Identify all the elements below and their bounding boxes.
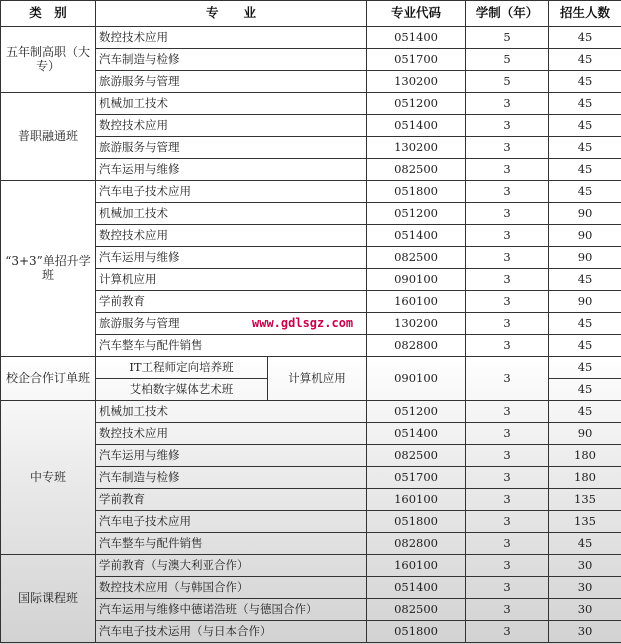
category-cell: 国际课程班: [1, 555, 96, 643]
enrollment-cell: 45: [549, 49, 621, 71]
enrollment-cell: 135: [549, 489, 621, 511]
code-cell: 051800: [367, 511, 466, 533]
code-cell: 090100: [367, 357, 466, 401]
major-cell: 学前教育: [96, 291, 367, 313]
enrollment-cell: 45: [549, 357, 621, 379]
code-cell: 051400: [367, 423, 466, 445]
major-cell: 机械加工技术: [96, 401, 367, 423]
major-cell: 数控技术应用（与韩国合作）: [96, 577, 367, 599]
category-cell: “3+3”单招升学班: [1, 181, 96, 357]
code-cell: 160100: [367, 489, 466, 511]
enrollment-cell: 45: [549, 137, 621, 159]
table-row: [1, 555, 621, 577]
code-cell: 051800: [367, 181, 466, 203]
duration-cell: 3: [466, 357, 549, 401]
header-duration: 学制（年）: [466, 1, 549, 27]
enrollment-cell: 45: [549, 379, 621, 401]
major-cell: 汽车整车与配件销售: [96, 533, 367, 555]
major-cell: 机械加工技术: [96, 203, 367, 225]
major-cell: 汽车电子技术运用（与日本合作）: [96, 621, 367, 643]
category-cell: 校企合作订单班: [1, 357, 96, 401]
duration-cell: 3: [466, 203, 549, 225]
major-cell: 学前教育: [96, 489, 367, 511]
duration-cell: 3: [466, 247, 549, 269]
code-cell: 130200: [367, 71, 466, 93]
category-cell: 五年制高职（大专）: [1, 27, 96, 93]
header-major: 专 业: [96, 1, 367, 27]
major-cell: 数控技术应用: [96, 115, 367, 137]
major-cell: 汽车电子技术应用: [96, 181, 367, 203]
table-row: [1, 27, 621, 49]
code-cell: 051200: [367, 93, 466, 115]
code-cell: 160100: [367, 291, 466, 313]
enrollment-cell: 90: [549, 225, 621, 247]
code-cell: 090100: [367, 269, 466, 291]
duration-cell: 3: [466, 467, 549, 489]
duration-cell: 3: [466, 423, 549, 445]
duration-cell: 5: [466, 27, 549, 49]
major-cell: 旅游服务与管理: [96, 71, 367, 93]
enrollment-cell: 90: [549, 247, 621, 269]
duration-cell: 5: [466, 49, 549, 71]
duration-cell: 3: [466, 401, 549, 423]
duration-cell: 3: [466, 555, 549, 577]
major-cell: 计算机应用: [268, 357, 367, 401]
duration-cell: 3: [466, 269, 549, 291]
header-code: 专业代码: [367, 1, 466, 27]
code-cell: 051400: [367, 225, 466, 247]
major-cell: 机械加工技术: [96, 93, 367, 115]
table-row: [1, 181, 621, 203]
enrollment-cell: 45: [549, 115, 621, 137]
duration-cell: 3: [466, 313, 549, 335]
major-cell: 汽车运用与维修中德诺浩班（与德国合作）: [96, 599, 367, 621]
header-enrollment: 招生人数: [549, 1, 621, 27]
code-cell: 051200: [367, 203, 466, 225]
duration-cell: 5: [466, 71, 549, 93]
enrollment-cell: 45: [549, 27, 621, 49]
code-cell: 051800: [367, 621, 466, 643]
table-row: [1, 357, 621, 379]
duration-cell: 3: [466, 225, 549, 247]
table-row: [1, 93, 621, 115]
watermark-url: www.gdlsgz.com: [252, 316, 354, 330]
header-category: 类 别: [1, 1, 96, 27]
code-cell: 130200: [367, 313, 466, 335]
enrollment-cell: 135: [549, 511, 621, 533]
major-cell: 数控技术应用: [96, 27, 367, 49]
major-cell: 汽车制造与检修: [96, 49, 367, 71]
enrollment-cell: 45: [549, 93, 621, 115]
code-cell: 160100: [367, 555, 466, 577]
code-cell: 082500: [367, 159, 466, 181]
major-cell: 汽车整车与配件销售: [96, 335, 367, 357]
duration-cell: 3: [466, 115, 549, 137]
duration-cell: 3: [466, 291, 549, 313]
duration-cell: 3: [466, 621, 549, 643]
code-cell: 130200: [367, 137, 466, 159]
duration-cell: 3: [466, 599, 549, 621]
major-cell: 汽车运用与维修: [96, 445, 367, 467]
duration-cell: 3: [466, 137, 549, 159]
category-cell: 中专班: [1, 401, 96, 555]
major-cell: 学前教育（与澳大利亚合作）: [96, 555, 367, 577]
code-cell: 082500: [367, 599, 466, 621]
code-cell: 082800: [367, 533, 466, 555]
major-cell: 数控技术应用: [96, 423, 367, 445]
code-cell: 051400: [367, 27, 466, 49]
major-cell: 数控技术应用: [96, 225, 367, 247]
major-cell: 计算机应用: [96, 269, 367, 291]
enrollment-cell: 45: [549, 335, 621, 357]
major-cell: 汽车制造与检修: [96, 467, 367, 489]
duration-cell: 3: [466, 93, 549, 115]
code-cell: 082800: [367, 335, 466, 357]
major-cell: 汽车运用与维修: [96, 159, 367, 181]
major-cell: 旅游服务与管理: [96, 137, 367, 159]
table-row: [1, 401, 621, 423]
enrollment-cell: 45: [549, 269, 621, 291]
sub-class-cell: IT工程师定向培养班: [96, 357, 268, 379]
code-cell: 082500: [367, 247, 466, 269]
duration-cell: 3: [466, 335, 549, 357]
enrollment-cell: 45: [549, 313, 621, 335]
category-cell: 普职融通班: [1, 93, 96, 181]
enrollment-cell: 90: [549, 291, 621, 313]
code-cell: 051700: [367, 467, 466, 489]
code-cell: 051400: [367, 577, 466, 599]
duration-cell: 3: [466, 533, 549, 555]
enrollment-cell: 45: [549, 159, 621, 181]
code-cell: 051200: [367, 401, 466, 423]
enrollment-cell: 45: [549, 181, 621, 203]
sub-class-cell: 艾柏数字媒体艺术班: [96, 379, 268, 401]
enrollment-cell: 180: [549, 467, 621, 489]
enrollment-cell: 45: [549, 401, 621, 423]
code-cell: 051700: [367, 49, 466, 71]
duration-cell: 3: [466, 511, 549, 533]
code-cell: 051400: [367, 115, 466, 137]
enrollment-cell: 45: [549, 533, 621, 555]
major-cell: 汽车电子技术应用: [96, 511, 367, 533]
duration-cell: 3: [466, 445, 549, 467]
header-row: [1, 1, 621, 27]
enrollment-cell: 90: [549, 423, 621, 445]
enrollment-cell: 30: [549, 599, 621, 621]
enrollment-cell: 180: [549, 445, 621, 467]
major-cell: 旅游服务与管理: [96, 313, 367, 335]
enrollment-cell: 45: [549, 71, 621, 93]
duration-cell: 3: [466, 577, 549, 599]
enrollment-cell: 30: [549, 577, 621, 599]
code-cell: 082500: [367, 445, 466, 467]
enrollment-cell: 30: [549, 621, 621, 643]
duration-cell: 3: [466, 159, 549, 181]
duration-cell: 3: [466, 181, 549, 203]
enrollment-cell: 30: [549, 555, 621, 577]
major-cell: 汽车运用与维修: [96, 247, 367, 269]
duration-cell: 3: [466, 489, 549, 511]
enrollment-cell: 90: [549, 203, 621, 225]
